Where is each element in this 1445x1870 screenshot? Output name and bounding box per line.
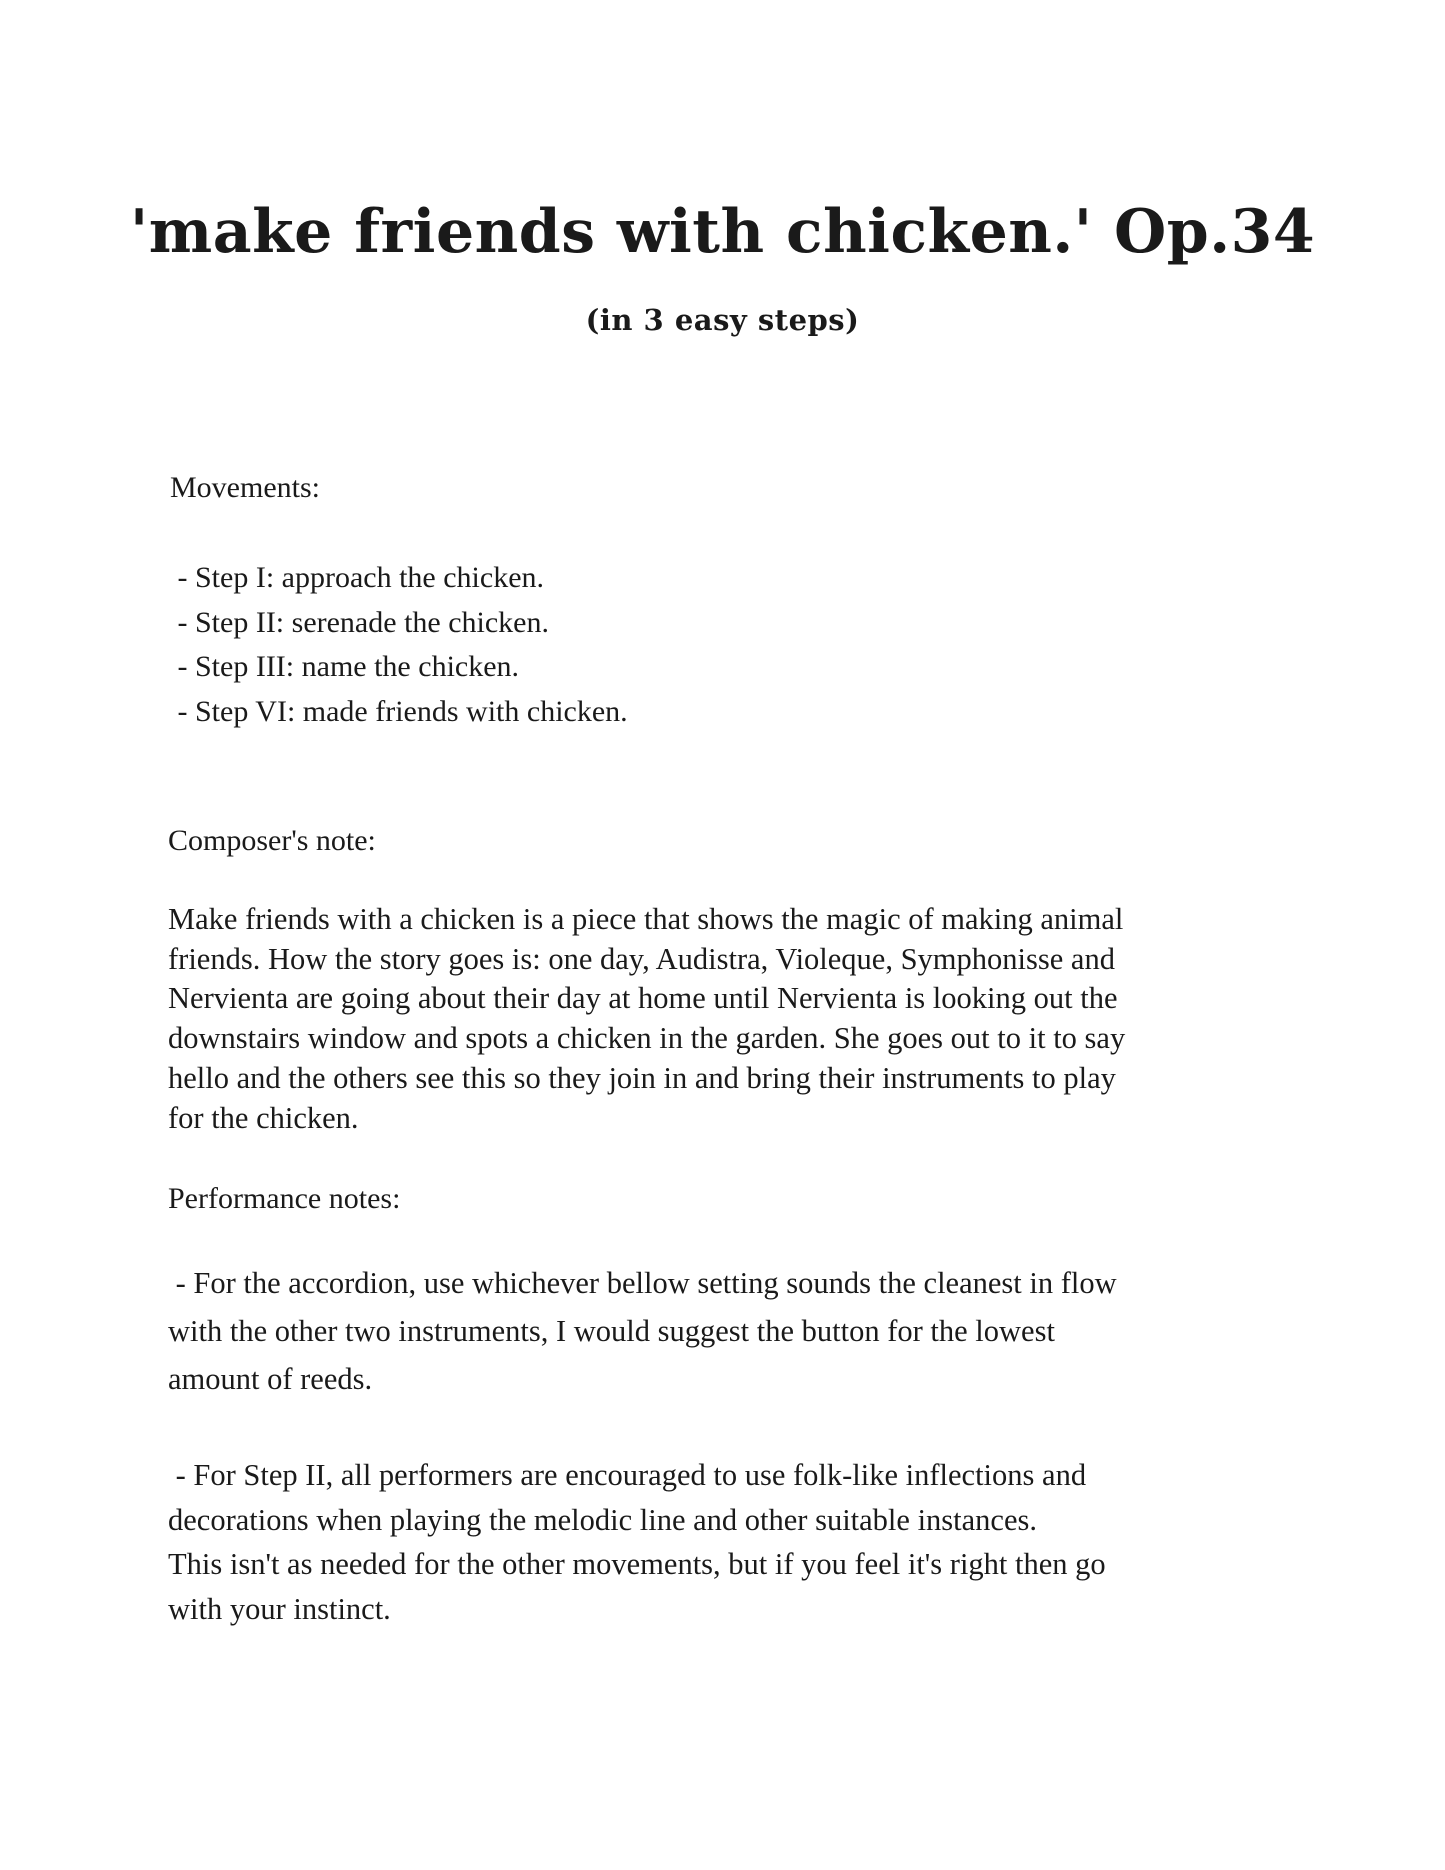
movements-list xyxy=(170,556,628,734)
page-subtitle: (in 3 easy steps) xyxy=(585,303,860,337)
performance-note-step-ii xyxy=(168,1453,1106,1631)
composer-note-line: for the chicken. xyxy=(168,1100,359,1135)
movement-item: - Step I: approach the chicken. xyxy=(170,561,545,594)
movement-item: - Step II: serenade the chicken. xyxy=(170,605,549,639)
page-title: 'make friends with chicken.' Op.34 xyxy=(129,197,1316,267)
composer-note-line: Nervienta are going about their day at home until Nervienta is looking out the xyxy=(168,981,1118,1016)
composer-note-paragraph xyxy=(168,900,1288,1138)
composer-note-line: hello and the others see this so they join in and bring their instruments to play xyxy=(168,1060,1116,1095)
performance-note-line: - For Step II, all performers are encouraged to use folk-like inflections and xyxy=(168,1458,1087,1492)
composer-note-line: Make friends with a chicken is a piece that shows the magic of making animal xyxy=(168,902,1124,936)
movement-item: - Step III: name the chicken. xyxy=(170,650,520,683)
composer-note-line: downstairs window and spots a chicken in the garden. She goes out to it to say xyxy=(168,1021,1126,1056)
composer-note-heading: Composer's note: xyxy=(168,824,376,857)
movement-item: - Step VI: made friends with chicken. xyxy=(170,694,628,728)
performance-note-accordion xyxy=(168,1259,1117,1403)
performance-note-line: This isn't as needed for the other movements, but if you feel it's right then go xyxy=(168,1547,1106,1581)
performance-notes-heading: Performance notes: xyxy=(168,1182,401,1215)
movements-heading: Movements: xyxy=(170,471,320,504)
composer-note-line: friends. How the story goes is: one day, Audistra, Violeque, Symphonisse and xyxy=(168,941,1115,976)
performance-note-line: amount of reeds. xyxy=(168,1362,373,1396)
performance-note-line: - For the accordion, use whichever bellow setting sounds the cleanest in flow xyxy=(168,1266,1117,1300)
performance-note-line: decorations when playing the melodic line and other suitable instances. xyxy=(168,1502,1037,1537)
performance-note-line: with your instinct. xyxy=(168,1591,391,1626)
performance-note-line: with the other two instruments, I would suggest the button for the lowest xyxy=(168,1314,1055,1348)
